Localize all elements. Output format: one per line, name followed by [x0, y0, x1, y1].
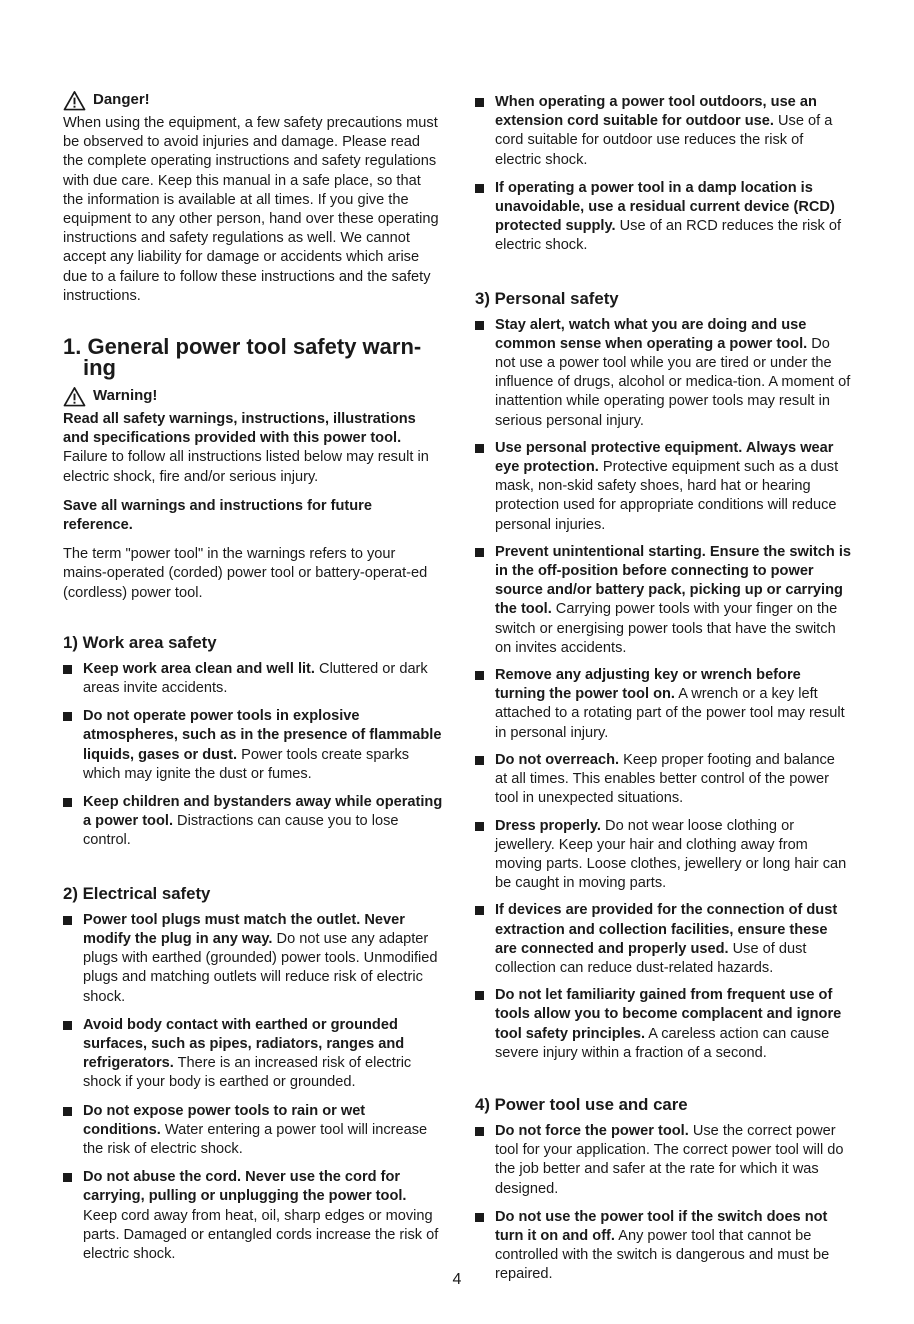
item-text: Keep proper footing and balance at all times. This enables better control of the power tool in unexpected situations.: [495, 751, 835, 807]
item-bold: If operating a power tool in a damp location is unavoidable, use a residual current device (RCD) protected supply.: [495, 179, 835, 235]
list-item: [63, 1102, 443, 1160]
list-item: [475, 1122, 851, 1199]
item-bold: Do not overreach.: [495, 751, 620, 768]
item-text: Use of a cord suitable for outdoor use reduces the risk of electric shock.: [495, 113, 833, 168]
section-title-line2: ing: [83, 355, 116, 381]
warning-heading: [63, 384, 443, 408]
section-title: [63, 334, 443, 381]
item-bold: Do not let familiarity gained from frequent use of tools allow you to become complacent and ignore tool safety principles.: [495, 987, 842, 1042]
list-item: [475, 901, 851, 978]
personal-safety-list: [475, 316, 851, 1063]
list-item: [475, 543, 851, 658]
work-area-list: [63, 660, 443, 851]
item-text: Use of dust collection can reduce dust-related hazards.: [495, 940, 807, 976]
item-text: There is an increased risk of electric shock if your body is earthed or grounded.: [83, 1055, 412, 1091]
list-item: [63, 1168, 443, 1264]
item-bold: Do not abuse the cord. Never use the cord for carrying, pulling or unplugging the power tool.: [83, 1169, 407, 1205]
item-bold: Dress properly.: [495, 817, 601, 834]
electrical-continued-list: [475, 93, 851, 256]
list-item: [475, 316, 851, 431]
item-text: Water entering a power tool will increase the risk of electric shock.: [83, 1121, 428, 1157]
item-text: Protective equipment such as a dust mask, non-skid safety shoes, hard hat or hearing protection used for appropriate conditions will reduce personal injuries.: [495, 459, 839, 533]
item-bold: Do not expose power tools to rain or wet conditions.: [83, 1102, 366, 1138]
list-item: [475, 179, 851, 256]
item-text: Use of an RCD reduces the risk of electric shock.: [495, 218, 842, 254]
item-bold: Keep work area clean and well lit.: [83, 660, 315, 677]
term-text: The term "power tool" in the warnings refers to your mains-operated (corded) power tool or battery-operat-ed (cordless) power tool.: [63, 546, 428, 601]
work-area-heading: 1) Work area safety: [63, 632, 217, 652]
list-item: [63, 660, 443, 698]
item-bold: Power tool plugs must match the outlet. Never modify the plug in any way.: [83, 911, 405, 947]
list-item: [475, 439, 851, 535]
item-bold: Avoid body contact with earthed or grounded surfaces, such as pipes, radiators, ranges and refrigerators.: [83, 1016, 405, 1072]
item-text: Use the correct power tool for your application. The correct power tool will do the job better and safer at the rate for which it was designed.: [495, 1122, 844, 1197]
danger-text: When using the equipment, a few safety precautions must be observed to avoid injuries and damage. Please read the complete operating instructions and safety regulations with due care. Keep this manual in a safe place, so that the information is available at all times. If you give the equipment to any other person, hand over these operating instructions and safety regulations as well. We cannot accept any liability for damage or accidents which arise due to a failure to follow these instructions and the safety instructions.: [63, 115, 439, 304]
item-text: Do not use any adapter plugs with earthed (grounded) power tools. Unmodified plugs and matching outlets will reduce risk of electric shock.: [83, 930, 438, 1005]
item-bold: Do not use the power tool if the switch does not turn it on and off.: [495, 1208, 828, 1244]
item-text: A wrench or a key left attached to a rotating part of the power tool may result in personal injury.: [495, 686, 845, 741]
item-text: Do not use a power tool while you are tired or under the influence of drugs, alcohol or medica-tion. A moment of inattention while operating power tools may result in serious personal injury.: [495, 335, 851, 429]
list-item: [475, 93, 851, 170]
item-bold: Do not force the power tool.: [495, 1122, 689, 1139]
page-number: 4: [452, 1271, 462, 1288]
list-item: [475, 817, 851, 894]
item-bold: When operating a power tool outdoors, use an extension cord suitable for outdoor use.: [495, 94, 817, 130]
save-text: Save all warnings and instructions for future reference.: [63, 497, 372, 534]
item-text: Keep cord away from heat, oil, sharp edges or moving parts. Damaged or entangled cords increase the risk of electric shock.: [83, 1207, 439, 1262]
warning-text: Failure to follow all instructions listed below may result in electric shock, fire and/or serious injury.: [63, 449, 429, 485]
warning-triangle-icon: [63, 386, 86, 407]
item-bold: Stay alert, watch what you are doing and use common sense when operating a power tool.: [495, 316, 808, 352]
list-item: [475, 751, 851, 809]
electrical-heading: 2) Electrical safety: [63, 883, 211, 903]
item-text: Any power tool that cannot be controlled with the switch is dangerous and must be repaired.: [495, 1227, 830, 1283]
tool-use-list: [475, 1122, 851, 1285]
warning-bold-text: Read all safety warnings, instructions, illustrations and specifications provided with this power tool.: [63, 411, 416, 447]
warning-title: Warning!: [93, 387, 158, 405]
item-text: A careless action can cause severe injury within a fraction of a second.: [495, 1025, 830, 1061]
list-item: [63, 1016, 443, 1093]
warning-paragraph: [63, 410, 443, 487]
warning-triangle-icon: [63, 90, 86, 111]
list-item: [475, 666, 851, 743]
item-bold: Do not operate power tools in explosive atmospheres, such as in the presence of flammable liquids, gases or dust.: [83, 708, 442, 763]
item-bold: Prevent unintentional starting. Ensure the switch is in the off-position before connecting to power source and/or battery pack, picking up or carrying the tool.: [495, 543, 851, 618]
section-title-line1: 1. General power tool safety warn-: [63, 334, 422, 360]
item-text: Carrying power tools with your finger on the switch or energising power tools that have the switch on invites accidents.: [495, 601, 838, 656]
item-bold: Keep children and bystanders away while operating a power tool.: [83, 794, 443, 830]
left-column: [63, 88, 443, 1273]
item-bold: Use personal protective equipment. Always wear eye protection.: [495, 439, 834, 476]
electrical-list: [63, 911, 443, 1264]
list-item: [63, 793, 443, 851]
danger-title: Danger!: [93, 91, 150, 109]
list-item: [63, 707, 443, 784]
tool-use-heading: 4) Power tool use and care: [475, 1094, 688, 1114]
right-column: [475, 93, 851, 1294]
item-bold: If devices are provided for the connection of dust extraction and collection facilities, ensure these are connected and properly used.: [495, 902, 838, 957]
item-text: Distractions can cause you to lose control.: [83, 813, 399, 849]
list-item: [63, 911, 443, 1007]
item-text: Power tools create sparks which may ignite the dust or fumes.: [83, 746, 410, 782]
item-text: Do not wear loose clothing or jewellery. Keep your hair and clothing away from moving parts. Loose clothes, jewellery or long hair can be caught in moving parts.: [495, 817, 847, 892]
item-bold: Remove any adjusting key or wrench before turning the power tool on.: [495, 667, 801, 703]
danger-heading: [63, 88, 443, 112]
list-item: [475, 986, 851, 1063]
personal-safety-heading: 3) Personal safety: [475, 288, 619, 308]
item-text: Cluttered or dark areas invite accidents.: [83, 660, 428, 697]
